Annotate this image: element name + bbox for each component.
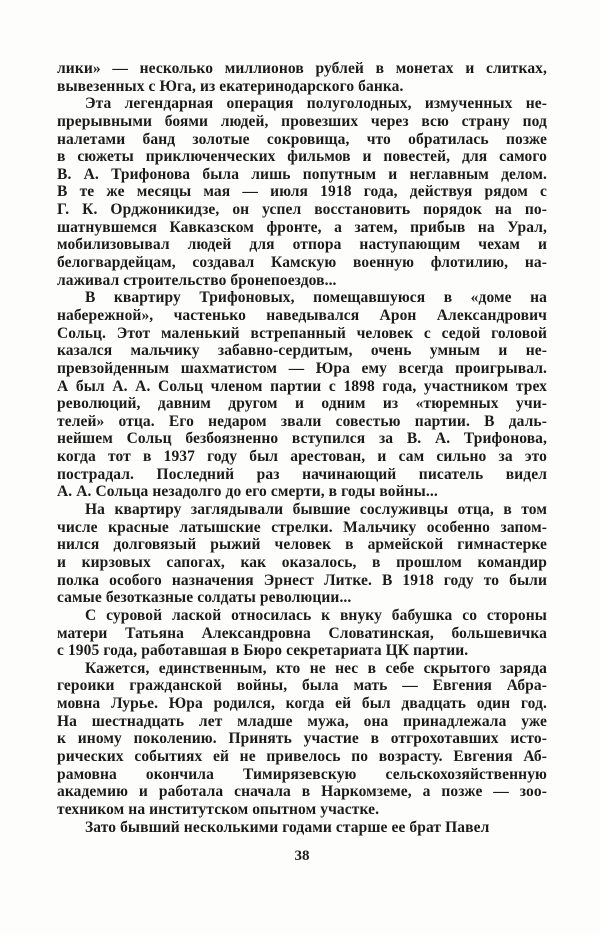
- paragraph: [57, 607, 547, 660]
- paragraph: [57, 501, 547, 607]
- text-line: мобилизовывал людей для отпора наступающим чехам и: [57, 236, 547, 254]
- text-line: телей» отца. Его недаром звали совестью партии. В даль-: [57, 412, 547, 430]
- paragraph: [57, 60, 547, 95]
- text-line: академию и работала сначала в Наркомземе, а позже — зоо-: [57, 783, 547, 801]
- text-line: шатнувшемся Кавказском фронте, а затем, прибыв на Урал,: [57, 218, 547, 236]
- text-line: Эта легендарная операция полуголодных, измученных не-: [85, 95, 547, 113]
- text-line: С суровой лаской относилась к внуку бабушка со стороны: [85, 606, 547, 624]
- text-line: налетами банд золотые сокровища, что обратилась позже: [57, 130, 547, 148]
- text-line: Г. К. Орджоникидзе, он успел восстановить порядок на по-: [57, 201, 547, 219]
- text-line: лики» — несколько миллионов рублей в монетах и слитках,: [57, 60, 547, 77]
- text-line: нился долговязый рыжий человек в армейской гимнастерке: [57, 536, 547, 554]
- text-line: революций, давним другом и одним из «тюремных учи-: [57, 395, 547, 413]
- text-line: вывезенных с Юга, из екатеринодарского банка.: [57, 77, 404, 95]
- paragraph: [57, 289, 547, 501]
- text-line: превзойденным шахматистом — Юра ему всегда проигрывал.: [57, 359, 547, 377]
- text-line: самые безотказные солдаты революции...: [57, 589, 352, 607]
- text-line: и кирзовых сапогах, как оказалось, в прошлом командир: [57, 553, 547, 571]
- paragraph: [57, 95, 547, 289]
- page-number: 38: [294, 848, 310, 864]
- text-line: В. А. Трифонова была лишь попутным и неглавным делом.: [57, 165, 547, 183]
- text-line: В квартиру Трифоновых, помещавшуюся в «доме на: [85, 289, 547, 307]
- text-line: На квартиру заглядывали бывшие сослуживцы отца, в том: [85, 501, 547, 519]
- text-line: прерывными боями людей, провезших через всю страну под: [57, 112, 547, 130]
- text-line: Сольц. Этот маленький встрепанный человек с седой головой: [57, 324, 547, 342]
- text-line: лаживал строительство бронепоездов...: [57, 271, 337, 289]
- text-line: мовна Лурье. Юра родился, когда ей был двадцать один год.: [57, 695, 547, 713]
- text-line: А был А. А. Сольц членом партии с 1898 года, участником трех: [57, 377, 547, 395]
- text-line: в сюжеты приключенческих фильмов и повестей, для самого: [57, 148, 547, 166]
- text-line: к иному поколению. Принять участие в отгрохотавших исто-: [57, 730, 547, 748]
- text-line: когда тот в 1937 году был арестован, и сам сильно за это: [57, 448, 547, 466]
- text-line: пострадал. Последний раз начинающий писатель видел: [57, 465, 547, 483]
- text-line: с 1905 года, работавшая в Бюро секретариата ЦК партии.: [57, 642, 469, 660]
- text-line: числе красные латышские стрелки. Мальчику особенно запом-: [57, 518, 547, 536]
- text-line: рических событиях ей не привелось по возрасту. Евгения Аб-: [57, 747, 547, 765]
- text-line: героики гражданской войны, была мать — Евгения Абра-: [57, 677, 547, 695]
- text-line: На шестнадцать лет младше мужа, она принадлежала уже: [57, 712, 547, 730]
- text-line: Зато бывший несколькими годами старше ее брат Павел: [85, 818, 490, 836]
- paragraph: [57, 660, 547, 819]
- text-line: полка особого назначения Эрнест Литке. В 1918 году то были: [57, 571, 547, 589]
- page-text-block: [57, 60, 547, 836]
- text-line: матери Татьяна Александровна Словатинская, большевичка: [57, 624, 547, 642]
- text-line: белогвардейцам, создавал Камскую военную флотилию, на-: [57, 254, 547, 272]
- paragraph: [57, 819, 547, 837]
- text-line: казался мальчику забавно-сердитым, очень умным и не-: [57, 342, 547, 360]
- text-line: техником на институтском опытном участке.: [57, 800, 380, 818]
- text-line: нейшем Сольц безбоязненно вступился за В. А. Трифонова,: [57, 430, 547, 448]
- text-line: В те же месяцы мая — июля 1918 года, действуя рядом с: [57, 183, 547, 201]
- text-line: Кажется, единственным, кто не нес в себе скрытого заряда: [85, 659, 547, 677]
- text-line: рамовна окончила Тимирязевскую сельскохозяйственную: [57, 765, 547, 783]
- text-line: А. А. Сольца незадолго до его смерти, в годы войны...: [57, 483, 438, 501]
- text-line: набережной», частенько наведывался Арон Александрович: [57, 306, 547, 324]
